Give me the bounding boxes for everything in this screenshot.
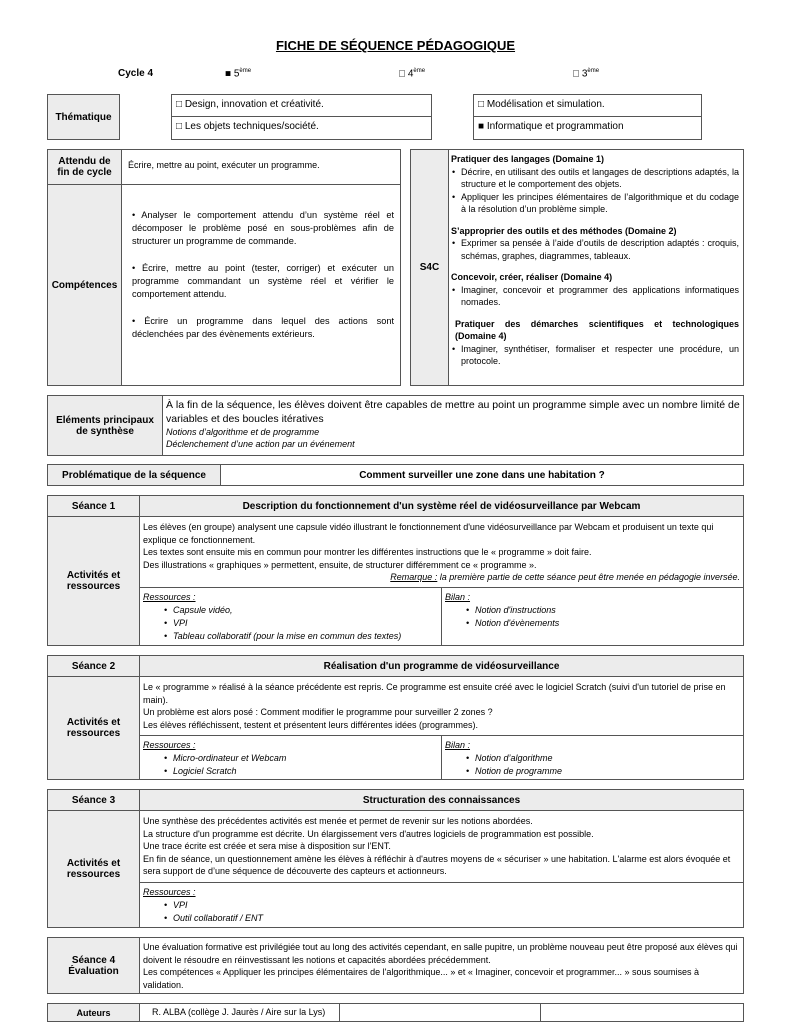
auteurs-empty-cell [339,1003,541,1022]
problematique-label: Problématique de la séquence [47,464,221,486]
synthese-note: Déclenchement d’une action par un événement [166,439,355,449]
s4c-item: • Exprimer sa pensée à l’aide d’outils de description adaptés : croquis, schémas, graphes, diagrammes, tableaux. [461,237,739,262]
thematique-left-1: □ Design, innovation et créativité. [171,94,432,117]
level-checkbox: ■ [225,68,232,80]
bilan-item: • Notion de programme [475,765,740,778]
s4c-domain-title: S’approprier des outils et des méthodes (Domaine 2) [451,225,677,236]
s4c-label: S4C [410,149,449,386]
competence-item: • Analyser le comportement attendu d’un système réel et décomposer le problème posé en sous-problèmes afin de structurer un programme de commande. [132,210,394,246]
synthese-content [162,395,744,456]
bilan-heading: Bilan : [445,592,471,602]
level-label: 3 [581,68,588,80]
seance3-activites-label: Activités et ressources [47,810,140,928]
ressource-item: • VPI [173,617,438,630]
seance3-ressources [139,882,744,928]
synthese-label: Eléments principaux de synthèse [47,395,163,456]
bilan-item: • Notion d’algorithme [475,752,740,765]
level-label: 5 [233,68,240,80]
ressource-item: • Micro-ordinateur et Webcam [173,752,438,765]
bilan-item: • Notion d'évènements [475,617,740,630]
page-title: FICHE DE SÉQUENCE PÉDAGOGIQUE [275,38,516,53]
competence-item: • Écrire un programme dans lequel des actions sont déclenchées par des évènements extérieurs. [132,316,394,339]
ressource-item: • Outil collaboratif / ENT [173,912,740,925]
s4c-item: • Imaginer, synthétiser, formaliser et respecter une procédure, un protocole. [461,343,739,368]
s4c-item: • Décrire, en utilisant des outils et langages de descriptions adaptés, la structure et le comportement des objets. [461,166,739,191]
s4c-domain-title: Pratiquer des langages (Domaine 1) [451,154,605,164]
ressources-heading: Ressources : [143,592,196,602]
seance3-para: En fin de séance, un questionnement amène les élèves à réfléchir à d'autres moyens de « sécuriser » une habitation. L'alarme est alors évoquée et sera support de d’une séquence de découverte des capteurs et actionneurs. [143,853,731,876]
bilan-item: • Notion d'instructions [475,604,740,617]
seance3-para: La structure d'un programme est décrite. Un élargissement vers d'autres logiciels de programmation est possible. [143,828,594,839]
ressource-item: • VPI [173,899,740,912]
seance3-title: Structuration des connaissances [139,789,744,811]
seance3-para: Une trace écrite est créée et sera mise à disposition sur l'ENT. [143,841,391,851]
seance2-para: Les élèves réfléchissent, testent et présentent leurs différentes idées (programmes). [143,719,479,730]
seance2-ressources [139,735,442,780]
ressource-item: • Tableau collaboratif (pour la mise en commun des textes) [173,630,438,643]
seance2-description [139,676,744,736]
seance1-para: Les élèves (en groupe) analysent une capsule vidéo illustrant le fonctionnement d'une vidéosurveillance par Webcam et produisent un texte qui explique ce fonctionnement. [143,522,714,545]
thematique-right-1: □ Modélisation et simulation. [473,94,702,117]
seance2-label: Séance 2 [47,655,140,677]
seance1-para: Les textes sont ensuite mis en commun pour montrer les différentes instructions que le « programme » doit faire. [143,547,592,557]
s4c-item: • Imaginer, concevoir et programmer des applications informatiques nomades. [461,284,739,309]
seance4-para: Une évaluation formative est privilégiée tout au long des activités cependant, en salle pupitre, un problème nouveau peut être proposé aux élèves qui doivent le résoudre en réinvestissant les notions et capacités abordées précédemment. [143,942,738,965]
competences-label: Compétences [47,184,122,386]
level-3eme: □ 3ème [573,68,600,80]
synthese-note: Notions d’algorithme et de programme [166,427,320,437]
cycle-label: Cycle 4 [118,68,154,79]
s4c-domain-title: Concevoir, créer, réaliser (Domaine 4) [451,272,613,282]
seance4-para: Les compétences « Appliquer les principes élémentaires de l'algorithmique... » et « Imaginer, concevoir et programmer... » sous soumises à validation. [143,967,700,990]
problematique-question: Comment surveiller une zone dans une habitation ? [220,464,744,486]
ressource-item: • Capsule vidéo, [173,604,438,617]
seance2-para: Le « programme » réalisé à la séance précédente est repris. Ce programme est ensuite créé avec le logiciel Scratch (suivi d'un tutoriel de prise en main). [143,682,726,705]
seance1-title: Description du fonctionnement d'un système réel de vidéosurveillance par Webcam [139,495,744,517]
competence-item: • Écrire, mettre au point (tester, corriger) et exécuter un programme commandant un système réel et vérifier le comportement attendu. [132,263,394,299]
auteurs-empty-cell [540,1003,744,1022]
seance4-description [139,937,744,994]
synthese-text: À la fin de la séquence, les élèves doivent être capables de mettre au point un programme simple avec un nombre limité de variables et des boucles itératives [166,399,740,425]
ressource-item: • Logiciel Scratch [173,765,438,778]
thematique-label: Thématique [47,94,120,140]
seance2-bilan [441,735,744,780]
seance1-bilan [441,587,744,646]
seance4-title: Séance 4 [71,954,116,966]
ressources-heading: Ressources : [143,740,196,750]
ressources-heading: Ressources : [143,887,196,897]
level-5eme: ■ 5ème [225,68,252,80]
attendu-label: Attendu de fin de cycle [47,149,122,185]
auteurs-label: Auteurs [47,1003,140,1022]
seance4-label [47,937,140,994]
level-label: 4 [407,68,414,80]
seance1-label: Séance 1 [47,495,140,517]
s4c-domain-title: Pratiquer des démarches scientifiques et technologiques (Domaine 4) [455,318,739,341]
level-4eme: □ 4ème [399,68,426,80]
auteurs-text: R. ALBA (collège J. Jaurès / Aire sur la Lys) [139,1003,340,1022]
s4c-domains [448,149,744,386]
seance2-para: Un problème est alors posé : Comment modifier le programme pour surveiller 2 zones ? [143,707,493,717]
seance3-description [139,810,744,883]
seance3-para: Une synthèse des précédentes activités est menée et permet de revenir sur les notions abordées. [143,816,533,826]
level-checkbox: □ [573,68,580,80]
seance1-remarque: Remarque : la première partie de cette séance peut être menée en pédagogie inversée. [390,572,740,582]
bilan-heading: Bilan : [445,740,471,750]
thematique-left-2: □ Les objets techniques/société. [171,116,432,140]
seance1-ressources [139,587,442,646]
seance1-para: Des illustrations « graphiques » permettent, ensuite, de structurer différemment ce « programme ». [143,559,537,570]
seance2-title: Réalisation d'un programme de vidéosurveillance [139,655,744,677]
level-checkbox: □ [399,68,406,80]
seance1-activites-label: Activités et ressources [47,516,140,646]
s4c-item: • Appliquer les principes élémentaires de l’algorithmique et du codage à la résolution d’un problème simple. [461,191,739,216]
seance1-description [139,516,744,588]
competences-list [121,184,401,386]
seance3-label: Séance 3 [47,789,140,811]
seance2-activites-label: Activités et ressources [47,676,140,780]
attendu-text: Écrire, mettre au point, exécuter un programme. [121,149,401,185]
thematique-right-2: ■ Informatique et programmation [473,116,702,140]
seance4-subtitle: Évaluation [68,965,119,977]
